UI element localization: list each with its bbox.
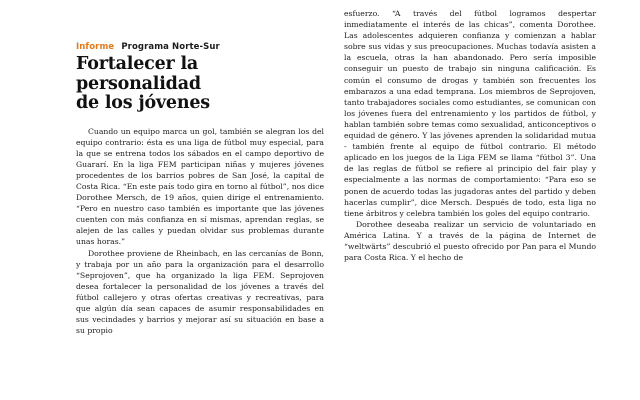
- paragraph: Dorothee proviene de Rheinbach, en las cercanías de Bonn, y trabaja por un año para la organización para el desarrollo “Seprojoven”, que ha organizado la liga FEM. Seprojoven desea fortalecer la personalidad de los jóvenes a través del fútbol callejero y otras ofertas creativas y recreativas, para que algún día sean capaces de asumir responsabilidades en sus vecindades y barrios y mejorar así su situación en base a su propio: [76, 248, 324, 336]
- headline-line-2: de los jóvenes: [76, 93, 210, 113]
- program-label: Programa Norte-Sur: [121, 42, 220, 52]
- right-column-text: [344, 8, 596, 263]
- article-headline: [76, 55, 324, 114]
- headline-line-1: Fortalecer la personalidad: [76, 54, 201, 94]
- section-label: Informe: [76, 42, 115, 52]
- paragraph: esfuerzo. “A través del fútbol logramos despertar inmediatamente el interés de las chicas”, comenta Dorothee. Las adolescentes adquieren confianza y comienzan a hablar sobre sus vidas y sus preocupaciones. Muchas todavía asisten a la escuela, otras la han abandonado. Pero sería imposible conseguir un puesto de trabajo sin ninguna calificación. Es común el consumo de drogas y también son frecuentes los embarazos a una edad temprana. Los miembros de Seprojoven, tanto trabajadores sociales como estudiantes, se comunican con los jóvenes fuera del entrenamiento y los partidos de fútbol, y hablan también sobre temas como sexualidad, anticonceptivos o equidad de género. Y las jóvenes aprenden la solidaridad mutua - también frente al equipo de fútbol contrario. El método aplicado en los juegos de la Liga FEM se llama “fútbol 3”. Una de las reglas de fútbol se refiere al principio del fair play y especialmente a las normas de comportamiento: “Para eso se ponen de acuerdo todas las jugadoras antes del partido y deben hacerlas cumplir”, dice Mersch. Después de todo, esta liga no tiene árbitros y celebra también los goles del equipo contrario.: [344, 9, 596, 218]
- left-column-text: [76, 126, 324, 337]
- right-column: [344, 8, 596, 263]
- left-column: [76, 42, 324, 336]
- article-rubric: [76, 42, 324, 52]
- paragraph: Dorothee deseaba realizar un servicio de voluntariado en América Latina. Y a través de la página de Internet de “weltwärts” descubrió el puesto ofrecido por Pan para el Mundo para Costa Rica. Y el hecho de: [344, 219, 596, 263]
- paragraph: Cuando un equipo marca un gol, también se alegran los del equipo contrario: ésta es una liga de fútbol muy especial, para la que se entrena todos los sábados en el campo deportivo de Guararí. En la liga FEM participan niñas y mujeres jóvenes procedentes de los barrios pobres de San José, la capital de Costa Rica. “En este país todo gira en torno al fútbol”, nos dice Dorothee Mersch, de 19 años, quien dirige el entrenamiento. “Pero en nuestro caso también es importante que las jóvenes cuenten con más confianza en sí mismas, aprendan reglas, se alejen de las calles y puedan olvidar sus problemas durante unas horas.”: [76, 126, 324, 247]
